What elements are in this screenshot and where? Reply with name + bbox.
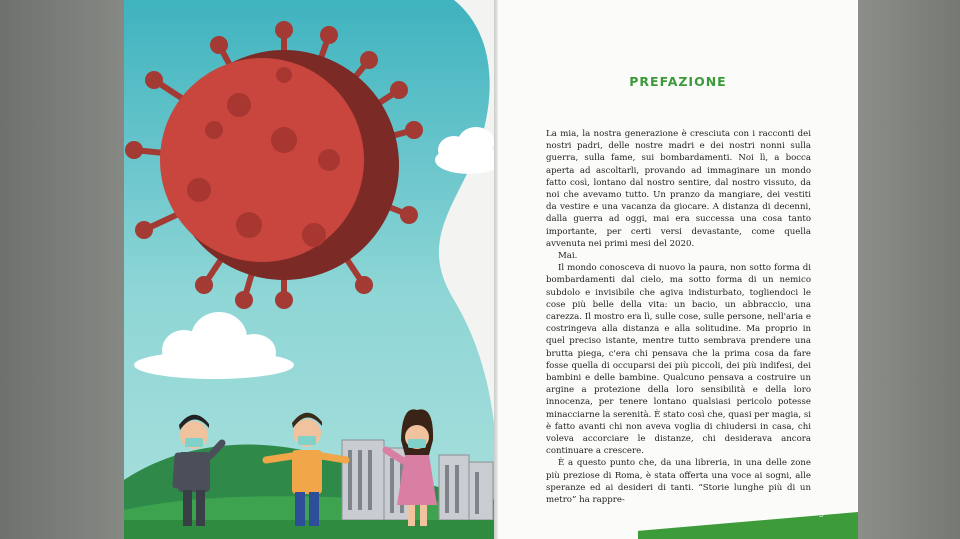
illustration-page	[124, 0, 496, 539]
page-number: 9	[818, 510, 824, 519]
paragraph: La mia, la nostra generazione è cresciuta con i racconti dei nostri padri, delle nostre madri e dei nostri nonni sulla guerra, sulla fame, sui bombardamenti. Noi lì, a bocca aperta ad ascoltarli, provando ad immaginare un mondo fatto così, lontano dal nostro sentire, dal nostro vissuto, da noi che avevamo tutto. Un pranzo da mangiare, dei vestiti da vestire e una vacanza da giocare. A distanza di decenni, dalla guerra ad oggi, mai era successa una cosa tanto importante, per certi versi devastante, come quella avvenuta nei primi mesi del 2020.	[546, 129, 811, 249]
paragraph: È a questo punto che, da una libreria, in una delle zone più preziose di Roma, è stata offerta una voce ai sogni, alle speranze ed ai desideri di tanti. “Storie lunghe più di un metro” ha rappre-	[546, 458, 811, 506]
footer-green-strip	[638, 512, 858, 539]
paragraph: Il mondo conosceva di nuovo la paura, non sotto forma di bombardamenti dal cielo, ma sotto forma di un nemico subdolo e invisibile che agiva indisturbato, togliendoci le cose più belle della vita: un bacio, un abbraccio, una carezza. Il mostro era lì, sulle cose, sulle persone, nell'aria e costringeva alla distanza e alla solitudine. Ma proprio in quel preciso istante, mentre tutto sembrava prendere una brutta piega, c'era chi pensava che la prima cosa da fare fosse quella di occuparsi dei più piccoli, dei più indifesi, dei bambini e delle bambine. Qualcuno pensava a costruire un argine a protezione della loro sensibilità e della loro innocenza, per tenere lontano qualsiasi pericolo potesse minacciarne la serenità. È stato così che, quasi per magia, si è fatto avanti chi non aveva voglia di chiudersi in casa, chi voleva accorciare le distanze, chi desiderava ancora continuare a crescere.	[546, 263, 812, 457]
screen-bezel-right	[858, 0, 960, 539]
text-page	[498, 0, 858, 539]
paragraph: Mai.	[558, 251, 578, 262]
screen-bezel-left	[0, 0, 124, 539]
book-spread	[124, 0, 858, 539]
illustration	[124, 0, 496, 539]
page-title: PREFAZIONE	[629, 74, 727, 89]
preface-body	[546, 128, 811, 506]
